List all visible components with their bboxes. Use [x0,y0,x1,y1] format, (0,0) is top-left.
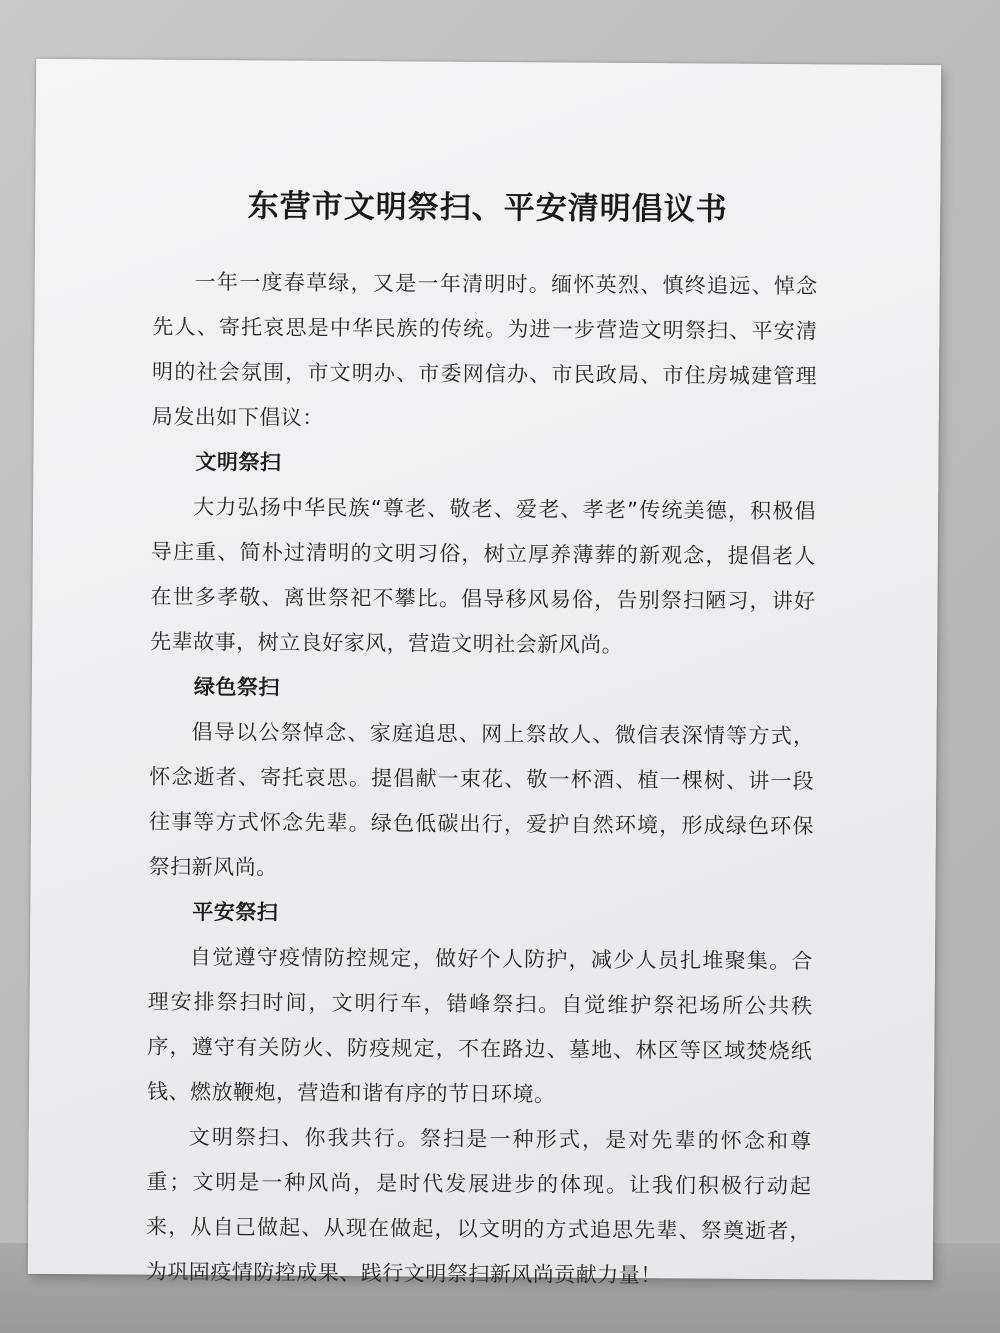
section-heading-civilized: 文明祭扫 [195,449,282,475]
section-heading-safe: 平安祭扫 [192,899,279,925]
section-text-civilized: 大力弘扬中华民族“尊老、敬老、爱老、孝老”传统美德，积极倡导庄重、简朴过清明的文明习俗，树立厚养薄葬的新观念，提倡老人在世多孝敬、离世祭祀不攀比。倡导移风易俗，告别祭扫陋习，讲好先辈故事，树立良好家风，营造文明社会新风尚。 [150,494,817,657]
section-text-green: 倡导以公祭悼念、家庭追思、网上祭故人、微信表深情等方式，怀念逝者、寄托哀思。提倡献一束花、敬一杯酒、植一棵树、讲一段往事等方式怀念先辈。绿色低碳出行，爱护自然环境，形成绿色环保祭扫新风尚。 [148,719,815,880]
document-body [146,260,818,1300]
paper-sheet [28,59,941,1288]
closing-paragraph: 文明祭扫、你我共行。祭扫是一种形式，是对先辈的怀念和尊重；文明是一种风尚，是时代发展进步的体现。让我们积极行动起来，从自己做起、从现在做起，以文明的方式追思先辈、祭奠逝者，为巩固疫情防控成果、践行文明祭扫新风尚贡献力量！ [145,1124,812,1288]
intro-paragraph: 一年一度春草绿，又是一年清明时。缅怀英烈、慎终追远、悼念先人、寄托哀思是中华民族的传统。为进一步营造文明祭扫、平安清明的社会氛围，市文明办、市委网信办、市民政局、市住房城建管理局发出如下倡议： [151,269,818,430]
section-heading-green: 绿色祭扫 [193,674,280,700]
section-text-safe: 自觉遵守疫情防控规定，做好个人防护，减少人员扎堆聚集。合理安排祭扫时间，文明行车，错峰祭扫。自觉维护祭祀场所公共秩序，遵守有关防火、防疫规定，不在路边、墓地、林区等区域焚烧纸钱、燃放鞭炮，营造和谐有序的节日环境。 [146,944,814,1107]
document-title: 东营市文明祭扫、平安清明倡议书 [247,188,728,228]
